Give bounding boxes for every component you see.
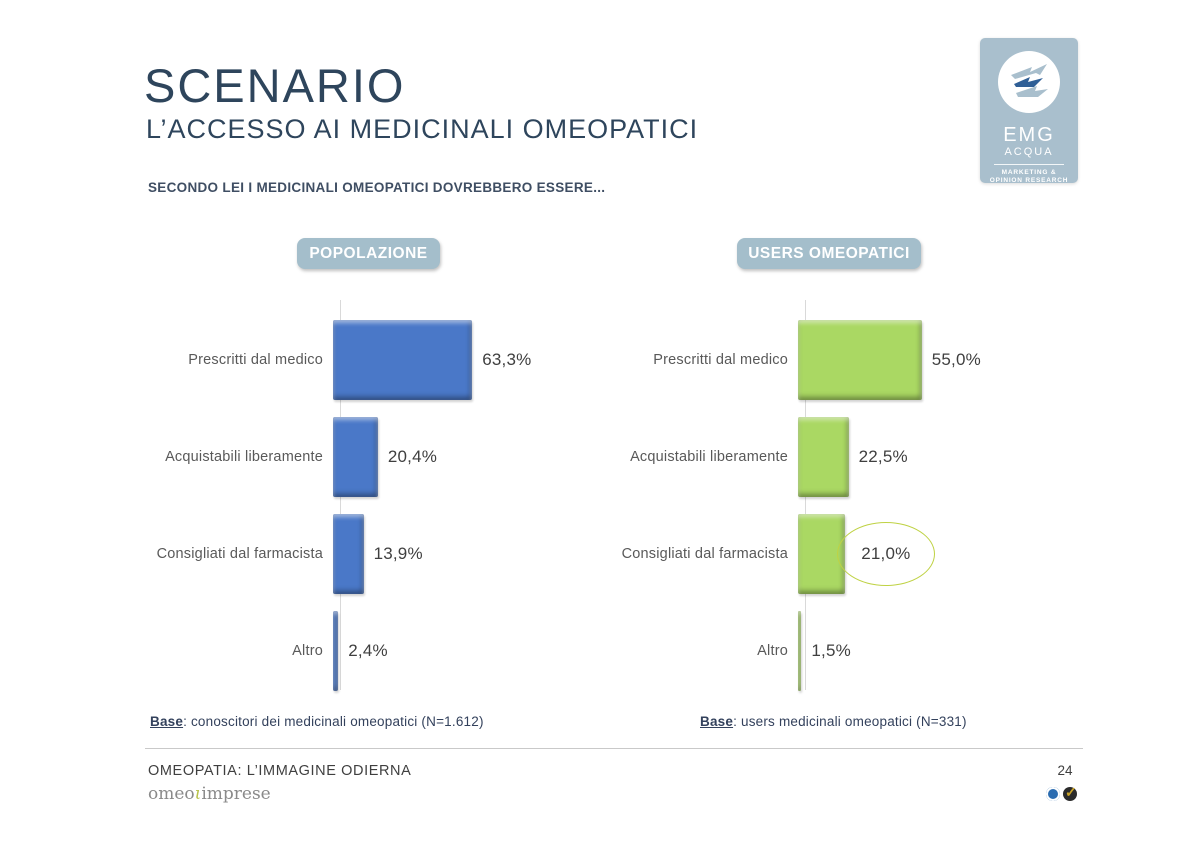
bar-prescritti-medico xyxy=(333,320,472,400)
survey-question: SECONDO LEI I MEDICINALI OMEOPATICI DOVREBBERO ESSERE... xyxy=(148,180,606,195)
brand-swirl-icon: ι xyxy=(194,784,202,804)
chart-row xyxy=(610,505,1055,602)
bar-value: 20,4% xyxy=(387,446,438,466)
bar-acquistabili-liberamente xyxy=(798,417,849,497)
bar-prescritti-medico xyxy=(798,320,922,400)
omeoimprese-logo: omeoιimprese xyxy=(148,784,271,804)
footer-divider xyxy=(145,748,1083,749)
bar-value: 63,3% xyxy=(482,349,532,369)
slide-title: SCENARIO xyxy=(144,59,406,112)
base-note-text: : users medicinali omeopatici (N=331) xyxy=(733,714,967,729)
base-note-users xyxy=(700,714,967,729)
chart-row xyxy=(610,602,1055,699)
emg-logo-circle xyxy=(998,51,1060,113)
chart-row xyxy=(145,311,590,408)
base-note-popolazione xyxy=(150,714,484,729)
emg-logo-name: EMG xyxy=(1003,124,1055,146)
bar-altro xyxy=(333,611,338,691)
chart-row xyxy=(145,408,590,505)
chart-row xyxy=(610,408,1055,505)
report-title: OMEOPATIA: L’IMMAGINE ODIERNA xyxy=(148,763,412,779)
emg-arrows-icon xyxy=(1007,62,1051,102)
base-word: Base xyxy=(150,714,184,729)
chart-badge-users-omeopatici: USERS OMEOPATICI xyxy=(737,238,921,269)
chart-users-omeopatici xyxy=(610,300,1055,692)
category-label: Consigliati dal farmacista xyxy=(621,545,788,562)
chart-row xyxy=(145,505,590,602)
category-label: Consigliati dal farmacista xyxy=(156,545,323,562)
bar-altro xyxy=(798,611,801,691)
bar-value: 55,0% xyxy=(931,349,981,369)
bar-value: 1,5% xyxy=(811,640,851,660)
category-label: Altro xyxy=(292,642,323,659)
category-label: Prescritti dal medico xyxy=(653,351,788,368)
emg-logo-tagline: MARKETING & OPINION RESEARCH xyxy=(989,169,1069,184)
page-number: 24 xyxy=(1057,763,1073,778)
category-label: Acquistabili liberamente xyxy=(165,448,323,465)
category-label: Prescritti dal medico xyxy=(188,351,323,368)
esomar-seal-icon xyxy=(1046,787,1060,801)
category-label: Altro xyxy=(757,642,788,659)
base-word: Base xyxy=(700,714,734,729)
quality-check-seal-icon xyxy=(1063,787,1077,801)
chart-row xyxy=(610,311,1055,408)
chart-row xyxy=(145,602,590,699)
bar-value: 2,4% xyxy=(348,640,388,660)
base-note-text: : conoscitori dei medicinali omeopatici (N=1.612) xyxy=(183,714,484,729)
category-label: Acquistabili liberamente xyxy=(630,448,788,465)
slide-subtitle: L’ACCESSO AI MEDICINALI OMEOPATICI xyxy=(146,114,699,144)
chart-popolazione xyxy=(145,300,590,692)
bar-acquistabili-liberamente xyxy=(333,417,378,497)
bar-consigliati-farmacista xyxy=(333,514,364,594)
emg-acqua-logo xyxy=(980,38,1078,183)
chart-badge-popolazione: POPOLAZIONE xyxy=(297,238,440,269)
emg-logo-divider xyxy=(994,164,1064,165)
emg-logo-sub: ACQUA xyxy=(1004,146,1054,158)
certification-seals xyxy=(1046,787,1077,801)
bar-value-highlighted: 21,0% xyxy=(855,544,916,564)
bar-value: 13,9% xyxy=(373,543,423,563)
bar-value: 22,5% xyxy=(858,446,908,466)
